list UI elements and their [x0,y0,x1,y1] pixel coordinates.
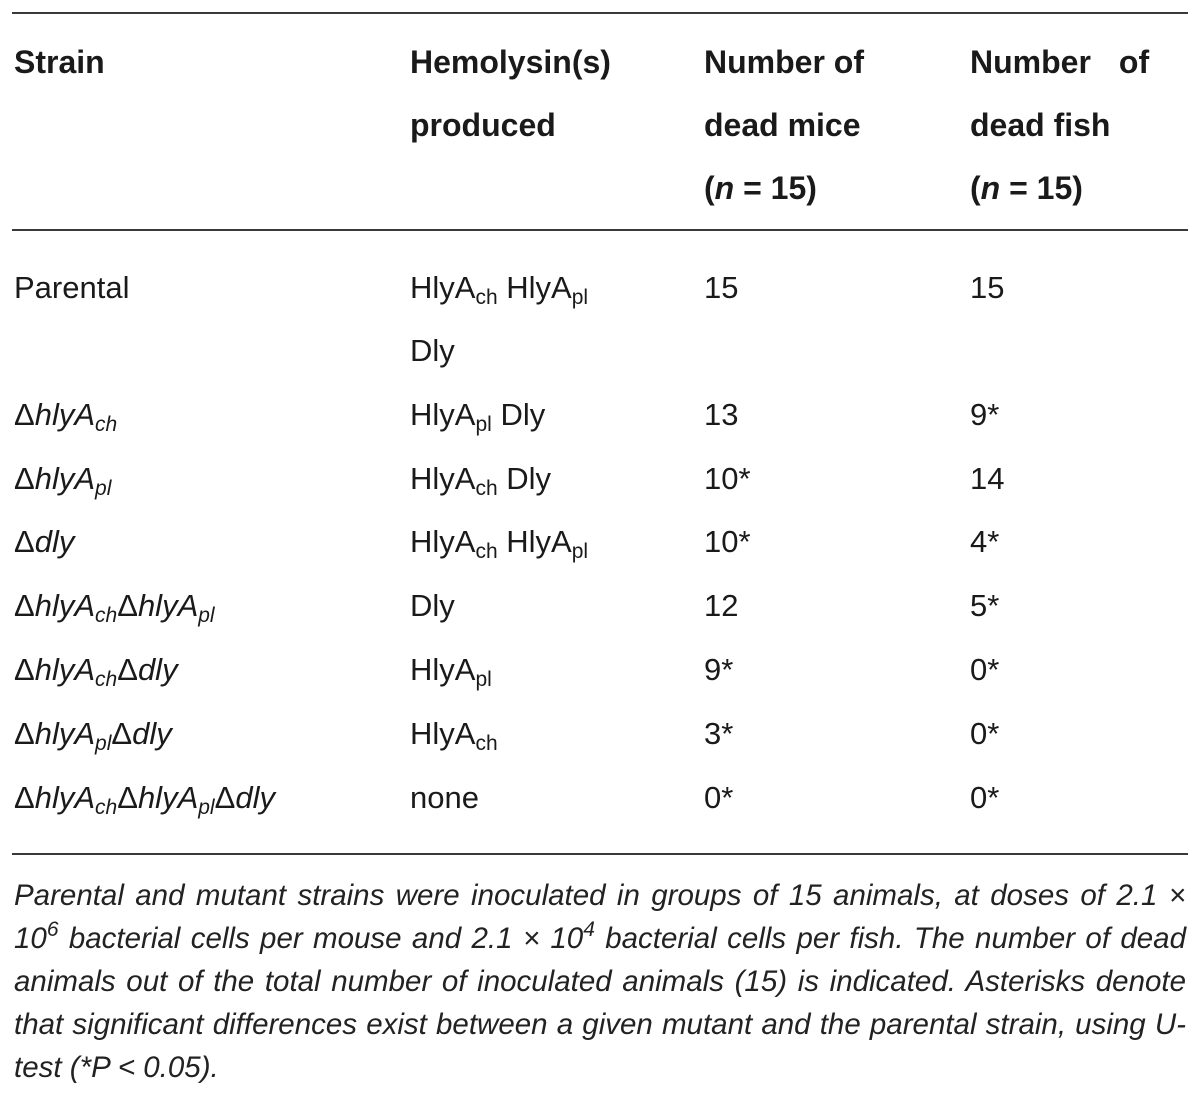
row-hlyach-hlyapl-fish: 5* [970,588,1000,623]
row-parental-fish: 15 [970,270,1005,305]
row-hlyach-dly-fish: 0* [970,652,1000,687]
row-hlyach-fish: 9* [970,397,1000,432]
row-hlyapl-mice: 10* [704,461,751,496]
header-fish-line1: Number of [970,44,1150,80]
row-triple-hemolysins: none [410,780,479,815]
row-hlyapl-fish: 14 [970,461,1005,496]
header-fish-n: (n = 15) [970,170,1083,206]
table-footnote: Parental and mutant strains were inoculated in groups of 15 animals, at doses of $2.1 \times 10^6$ bacterial cells per mouse and $2.1 \times 10^4$ bacterial cells per fish. The number of dead animals out of the total number of inoculated animals (15) is indicated. Asterisks denote that significant differences exist between a given mutant and the parental strain, using U-test (*P < 0.05). [14,879,1186,1084]
header-mice-line2: dead mice [704,107,861,143]
row-hlyapl-strain: ΔhlyA$_{pl}$ [14,461,112,500]
row-hlyach-hlyapl-strain: ΔhlyA$_{ch}$ΔhlyA$_{pl}$ [14,588,215,627]
row-hlyach-mice: 13 [704,397,739,432]
row-dly-mice: 10* [704,524,751,559]
row-hlyapl-dly-fish: 0* [970,716,1000,751]
header-fish-line2: dead fish [970,107,1111,143]
row-triple-fish: 0* [970,780,1000,815]
row-triple-mice: 0* [704,780,734,815]
row-parental-mice: 15 [704,270,739,305]
row-hlyach-hlyapl-mice: 12 [704,588,739,623]
row-dly-strain: Δdly [14,524,75,559]
header-hemolysins-line2: produced [410,107,556,143]
row-parental-hemolysins-line2: Dly [410,333,455,368]
table-bottom-rule [12,853,1188,855]
row-hlyapl-dly-mice: 3* [704,716,734,751]
row-hlyach-hlyapl-hemolysins: Dly [410,588,455,623]
row-hlyapl-hemolysins: HlyA$_{ch}$ Dly [410,461,552,500]
row-hlyach-dly-hemolysins: HlyA$_{pl}$ [410,652,492,691]
row-parental-strain: Parental [14,270,130,305]
row-hlyach-dly-mice: 9* [704,652,734,687]
row-hlyach-dly-strain: ΔhlyA$_{ch}$Δdly [14,652,178,691]
row-dly-fish: 4* [970,524,1000,559]
row-hlyapl-dly-hemolysins: HlyA$_{ch}$ [410,716,498,755]
row-parental-hemolysins: HlyA$_{ch}$ HlyA$_{pl}$ [410,270,589,309]
header-mice-n: (n = 15) [704,170,817,206]
table-header-rule [12,229,1188,231]
row-hlyach-hemolysins: HlyA$_{pl}$ Dly [410,397,546,436]
table-top-rule [12,12,1188,14]
row-hlyach-strain: ΔhlyA$_{ch}$ [14,397,118,436]
header-strain: Strain [14,44,105,80]
header-hemolysins-line1: Hemolysin(s) [410,44,611,80]
header-mice-line1: Number of [704,44,864,80]
row-dly-hemolysins: HlyA$_{ch}$ HlyA$_{pl}$ [410,524,589,563]
row-triple-strain: ΔhlyA$_{ch}$ΔhlyA$_{pl}$Δdly [14,780,275,819]
row-hlyapl-dly-strain: ΔhlyA$_{pl}$Δdly [14,716,172,755]
